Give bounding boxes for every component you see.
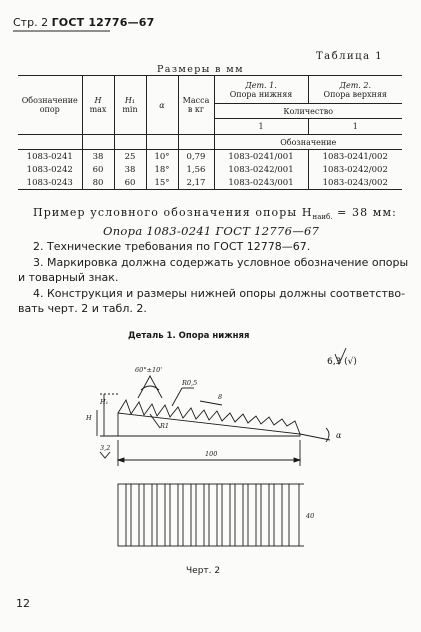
col-H1: H₁ min xyxy=(114,76,146,135)
example-designation: Опора 1083-0241 ГОСТ 12776—67 xyxy=(103,224,320,238)
col-quantity: Количество xyxy=(214,104,402,119)
col-mass: Масса в кг xyxy=(178,76,214,135)
part-profile xyxy=(118,413,300,436)
paragraph-2: 2. Технические требования по ГОСТ 12778—67. xyxy=(33,240,311,253)
paragraph-3: 3. Маркировка должна содержать условное обозначение опоры xyxy=(33,256,409,269)
paragraph-3-cont: и товарный знак. xyxy=(18,271,119,284)
roughness-mark: 6,3 (√) xyxy=(327,357,357,367)
label-r05: R0,5 xyxy=(182,379,198,387)
table-dims-label: Размеры в мм xyxy=(157,64,244,75)
top-view-ribs xyxy=(126,484,304,546)
paragraph-4-cont: вать черт. 2 и табл. 2. xyxy=(18,302,147,315)
col-designation2: Обозначение xyxy=(214,135,402,150)
label-h: H xyxy=(86,414,92,422)
table-row: 1083-0241 38 25 10° 0,79 1083-0241/001 1083-0241/002 xyxy=(18,150,402,164)
qty-det2: 1 xyxy=(308,119,402,135)
label-h1: H₁ xyxy=(100,398,109,406)
label-alpha: α xyxy=(336,431,342,440)
label-chamfer: 3,2 xyxy=(100,444,111,452)
example-line: Пример условного обозначения опоры $H_{наиб.} = 38$ мм: xyxy=(33,206,397,222)
col-alpha: α xyxy=(146,76,178,135)
col-designation: Обозначение опор xyxy=(18,76,82,135)
figure-caption: Черт. 2 xyxy=(186,566,221,576)
header-standard: ГОСТ 12776—67 xyxy=(51,16,155,29)
detail-title: Деталь 1. Опора нижняя xyxy=(128,331,250,341)
col-det1: Дет. 1. Опора нижняя xyxy=(214,76,308,104)
label-angle: 60°±10' xyxy=(135,366,163,374)
col-det2: Дет. 2. Опора верхняя xyxy=(308,76,402,104)
paragraph-4: 4. Конструкция и размеры нижней опоры должны соответство- xyxy=(33,287,406,300)
qty-det1: 1 xyxy=(214,119,308,135)
table-number: Таблица 1 xyxy=(316,51,384,62)
table-row: 1083-0243 80 60 15° 2,17 1083-0243/001 1083-0243/002 xyxy=(18,176,402,190)
header-page: Стр. 2 xyxy=(13,16,49,29)
label-40: 40 xyxy=(306,512,315,520)
page-number: 12 xyxy=(16,597,30,610)
label-100: 100 xyxy=(205,450,218,458)
label-b: 8 xyxy=(218,393,223,401)
col-H: H max xyxy=(82,76,114,135)
part-teeth xyxy=(118,400,300,434)
label-r1: R1 xyxy=(160,422,170,430)
table-row: 1083-0242 60 38 18° 1,56 1083-0242/001 1083-0242/002 xyxy=(18,163,402,176)
